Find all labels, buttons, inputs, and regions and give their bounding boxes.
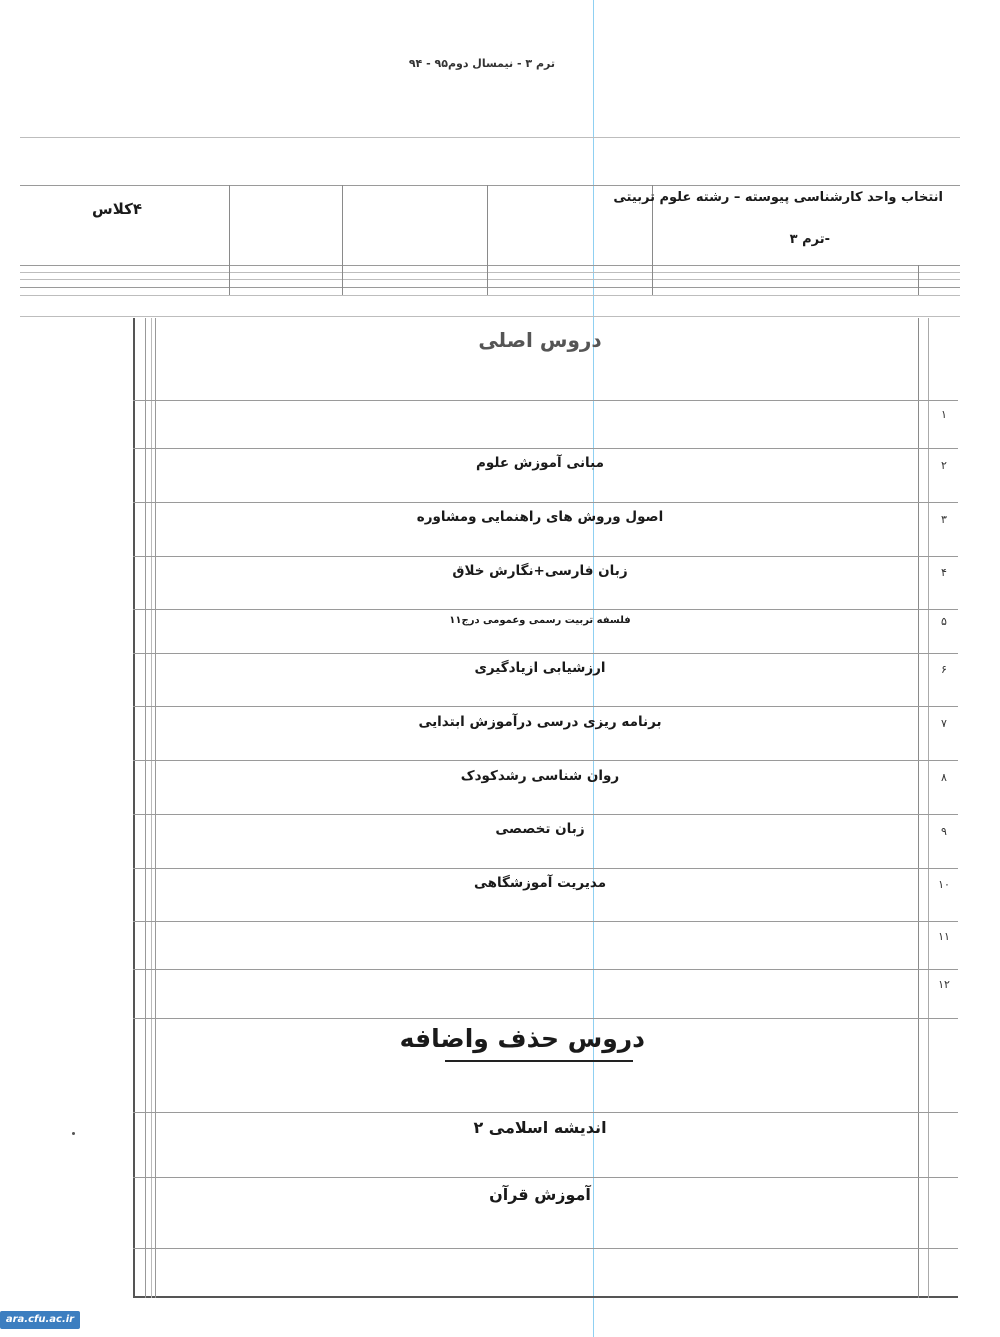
divider — [20, 137, 960, 138]
course-name: اصول وروش های راهنمایی ومشاوره — [416, 509, 664, 525]
course-name: ارزشیابی ازیادگیری — [474, 660, 606, 676]
class-label: ۴کلاس — [92, 200, 142, 218]
divider — [20, 316, 960, 317]
row-number: ۱ — [941, 408, 947, 421]
scan-speck — [72, 1132, 75, 1135]
row-number: ۴ — [941, 566, 947, 579]
row-number: ۶ — [941, 663, 947, 676]
term-header: ترم ۳ - نیمسال دوم۹۵ - ۹۴ — [408, 57, 555, 70]
row-number: ۳ — [941, 513, 947, 526]
course-name: مبانی آموزش علوم — [475, 455, 604, 471]
add-drop-course: اندیشه اسلامی ۲ — [473, 1118, 607, 1137]
add-drop-course: آموزش قرآن — [489, 1185, 591, 1204]
site-badge[interactable] — [0, 1311, 80, 1329]
row-number: ۱۲ — [938, 978, 950, 991]
row-number: ۱۰ — [938, 878, 950, 891]
row-number: ۸ — [941, 771, 947, 784]
course-name: فلسفه تربیت رسمی وعمومی درج۱۱ — [449, 615, 631, 626]
add-drop-title: دروس حذف واضافه — [399, 1024, 645, 1053]
course-name: زبان فارسی+نگارش خلاق — [452, 563, 628, 579]
row-number: ۲ — [941, 459, 947, 472]
page-title: انتخاب واحد کارشناسی پیوسته – رشته علوم تربیتی — [613, 190, 943, 205]
course-name: مدیریت آموزشگاهی — [473, 875, 607, 891]
course-name: زبان تخصصی — [495, 821, 585, 837]
row-number: ۷ — [941, 717, 947, 730]
main-courses-title: دروس اصلی — [478, 328, 602, 352]
course-name: روان شناسی رشدکودک — [460, 768, 620, 784]
row-number: ۱۱ — [938, 930, 950, 943]
title-underline — [445, 1060, 633, 1062]
course-name: برنامه ریزی درسی درآموزش ابتدایی — [418, 714, 662, 730]
row-number: ۹ — [941, 825, 947, 838]
page-subtitle: -ترم ۳ — [789, 232, 830, 247]
site-badge-text: ara.cfu.ac.ir — [5, 1314, 75, 1325]
row-number: ۵ — [941, 615, 947, 628]
